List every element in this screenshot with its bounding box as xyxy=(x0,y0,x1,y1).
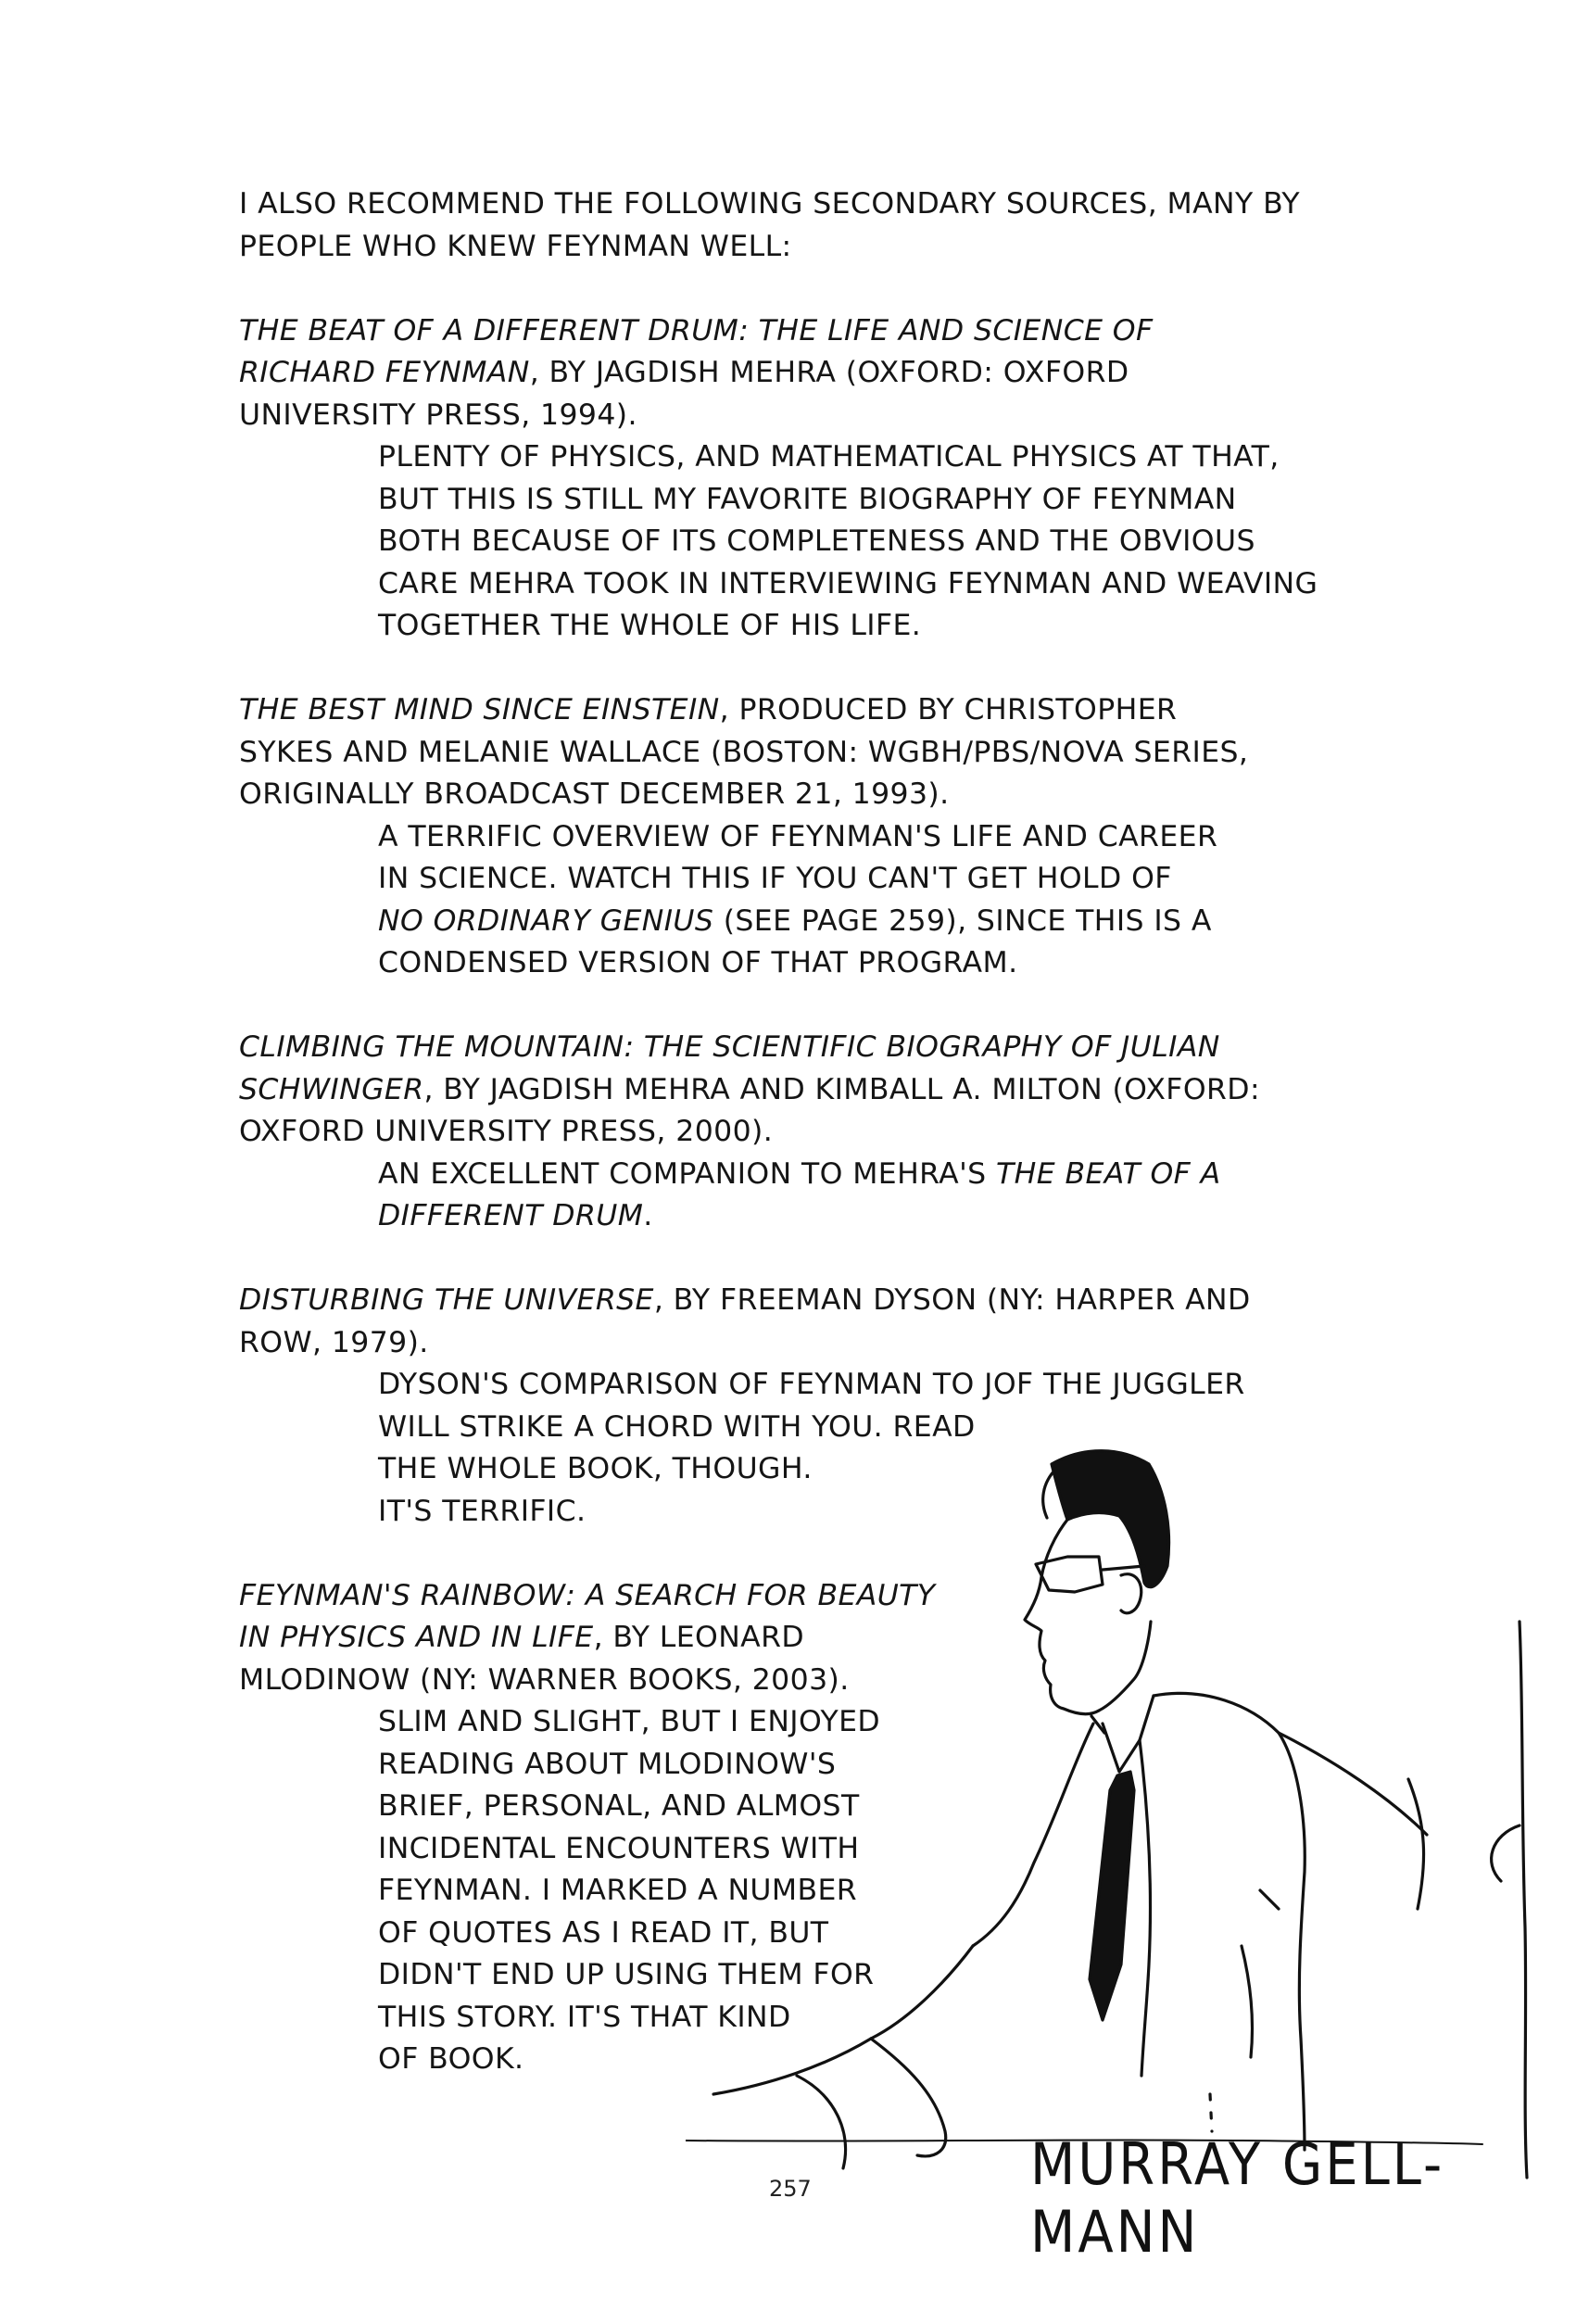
face-profile xyxy=(1025,1520,1099,1714)
citation-text: SLIM AND SLIGHT, BUT I ENJOYED xyxy=(378,1705,881,1738)
annotation-line xyxy=(239,901,1388,943)
citation-text: FEYNMAN. I MARKED A NUMBER xyxy=(378,1874,858,1907)
annotation-line xyxy=(239,605,1388,648)
annotation-line xyxy=(239,816,1388,859)
hair-mark xyxy=(1052,1451,1169,1587)
citation-text: SYKES AND MELANIE WALLACE (BOSTON: WGBH/PBS/NOVA SERIES, xyxy=(239,735,1249,769)
citation-line xyxy=(239,1069,1388,1112)
citation-text: PLENTY OF PHYSICS, AND MATHEMATICAL PHYSICS AT THAT, xyxy=(378,440,1280,474)
annotation-line xyxy=(239,1195,1388,1238)
citation-text: , BY JAGDISH MEHRA (OXFORD: OXFORD xyxy=(529,356,1129,389)
intro-paragraph xyxy=(239,183,1388,268)
annotation-line xyxy=(239,858,1388,901)
arm-mark xyxy=(871,2039,946,2156)
citation-text: IT'S TERRIFIC. xyxy=(378,1494,586,1528)
annotation-line xyxy=(239,563,1388,606)
citation-line xyxy=(239,352,1388,395)
citation-text: OF BOOK. xyxy=(378,2042,524,2076)
citation-text: A TERRIFIC OVERVIEW OF FEYNMAN'S LIFE AND CAREER xyxy=(378,819,1218,853)
citation-text: THE WHOLE BOOK, THOUGH. xyxy=(378,1452,813,1485)
citation-text: OXFORD UNIVERSITY PRESS, 2000). xyxy=(239,1115,774,1148)
citation-line xyxy=(239,395,1388,437)
citation-text: , PRODUCED BY CHRISTOPHER xyxy=(719,693,1178,726)
annotation-line xyxy=(239,942,1388,985)
annotation-line xyxy=(239,521,1388,563)
citation-line xyxy=(239,1280,1388,1322)
bibliography-entry xyxy=(239,689,1388,985)
citation-text: THIS STORY. IT'S THAT KIND xyxy=(378,2000,791,2034)
citation-text: ROW, 1979). xyxy=(239,1325,429,1359)
citation-text: ORIGINALLY BROADCAST DECEMBER 21, 1993). xyxy=(239,777,950,811)
citation-line xyxy=(239,310,1388,353)
ear-mark xyxy=(1121,1574,1141,1613)
book-title-text: THE BEAT OF A xyxy=(996,1156,1221,1191)
book-title-text: RICHARD FEYNMAN xyxy=(239,356,530,389)
citation-line xyxy=(239,1111,1388,1154)
citation-text: INCIDENTAL ENCOUNTERS WITH xyxy=(378,1831,860,1865)
citation-text: . xyxy=(643,1199,653,1232)
book-title-text: THE BEST MIND SINCE EINSTEIN xyxy=(239,693,720,726)
book-title-text: IN PHYSICS AND IN LIFE xyxy=(239,1621,594,1654)
bibliography-entry xyxy=(239,310,1388,648)
frame-edge xyxy=(1520,1622,1527,2178)
citation-text: BRIEF, PERSONAL, AND ALMOST xyxy=(378,1789,860,1823)
citation-line xyxy=(239,689,1388,732)
citation-text: UNIVERSITY PRESS, 1994). xyxy=(239,398,637,432)
citation-text: AN EXCELLENT COMPANION TO MEHRA'S xyxy=(378,1156,996,1191)
bibliography-entry xyxy=(239,1027,1388,1238)
citation-line xyxy=(239,774,1388,816)
collar-mark xyxy=(1103,1696,1154,1772)
annotation-line xyxy=(239,436,1388,479)
citation-text: OF QUOTES AS I READ IT, BUT xyxy=(378,1915,829,1950)
annotation-line xyxy=(239,1154,1388,1196)
intro-line: I ALSO RECOMMEND THE FOLLOWING SECONDARY SOURCES, MANY BY xyxy=(239,187,1301,221)
citation-line xyxy=(239,732,1388,775)
jacket-outline xyxy=(1154,1693,1305,2150)
citation-text: CARE MEHRA TOOK IN INTERVIEWING FEYNMAN AND WEAVING xyxy=(378,566,1318,600)
book-title-text: DIFFERENT DRUM xyxy=(378,1199,644,1232)
page-number: 257 xyxy=(769,2176,812,2202)
citation-text: (SEE PAGE 259), SINCE THIS IS A xyxy=(713,903,1212,938)
book-title-text: THE BEAT OF A DIFFERENT DRUM: THE LIFE AND SCIENCE OF xyxy=(239,313,1154,347)
tie-mark xyxy=(1090,1772,1134,2020)
illustration-caption: MURRAY GELL-MANN xyxy=(1030,2131,1445,2267)
citation-text: CONDENSED VERSION OF THAT PROGRAM. xyxy=(378,946,1018,979)
citation-text: READING ABOUT MLODINOW'S xyxy=(378,1747,837,1781)
citation-text: WILL STRIKE A CHORD WITH YOU. READ xyxy=(378,1409,976,1444)
citation-line xyxy=(239,1027,1388,1069)
citation-text: BOTH BECAUSE OF ITS COMPLETENESS AND THE OBVIOUS xyxy=(378,524,1255,558)
citation-text: MLODINOW (NY: WARNER BOOKS, 2003). xyxy=(239,1662,850,1697)
book-title-text: CLIMBING THE MOUNTAIN: THE SCIENTIFIC BIOGRAPHY OF JULIAN xyxy=(239,1030,1220,1064)
citation-text: IN SCIENCE. WATCH THIS IF YOU CAN'T GET HOLD OF xyxy=(378,862,1172,895)
citation-line xyxy=(239,1322,1388,1365)
book-title-text: SCHWINGER xyxy=(239,1072,424,1106)
citation-text: BUT THIS IS STILL MY FAVORITE BIOGRAPHY OF FEYNMAN xyxy=(378,482,1237,516)
book-title-text: FEYNMAN'S RAINBOW: A SEARCH FOR BEAUTY xyxy=(239,1578,936,1612)
book-title-text: DISTURBING THE UNIVERSE xyxy=(239,1283,654,1317)
citation-text: , BY FREEMAN DYSON (NY: HARPER AND xyxy=(653,1283,1251,1317)
citation-text: DIDN'T END UP USING THEM FOR xyxy=(378,1958,875,1991)
annotation-line xyxy=(239,1364,1388,1407)
citation-text: DYSON'S COMPARISON OF FEYNMAN TO JOF THE JUGGLER xyxy=(378,1368,1245,1401)
intro-line: PEOPLE WHO KNEW FEYNMAN WELL: xyxy=(239,229,792,263)
citation-text: , BY JAGDISH MEHRA AND KIMBALL A. MILTON (OXFORD: xyxy=(423,1072,1260,1106)
citation-text: , BY LEONARD xyxy=(593,1621,805,1654)
citation-text: TOGETHER THE WHOLE OF HIS LIFE. xyxy=(378,609,922,642)
neck-mark xyxy=(1099,1622,1151,1711)
portrait-sketch-icon xyxy=(686,1427,1557,2224)
annotation-line xyxy=(239,479,1388,522)
book-title-text: NO ORDINARY GENIUS xyxy=(378,903,714,938)
